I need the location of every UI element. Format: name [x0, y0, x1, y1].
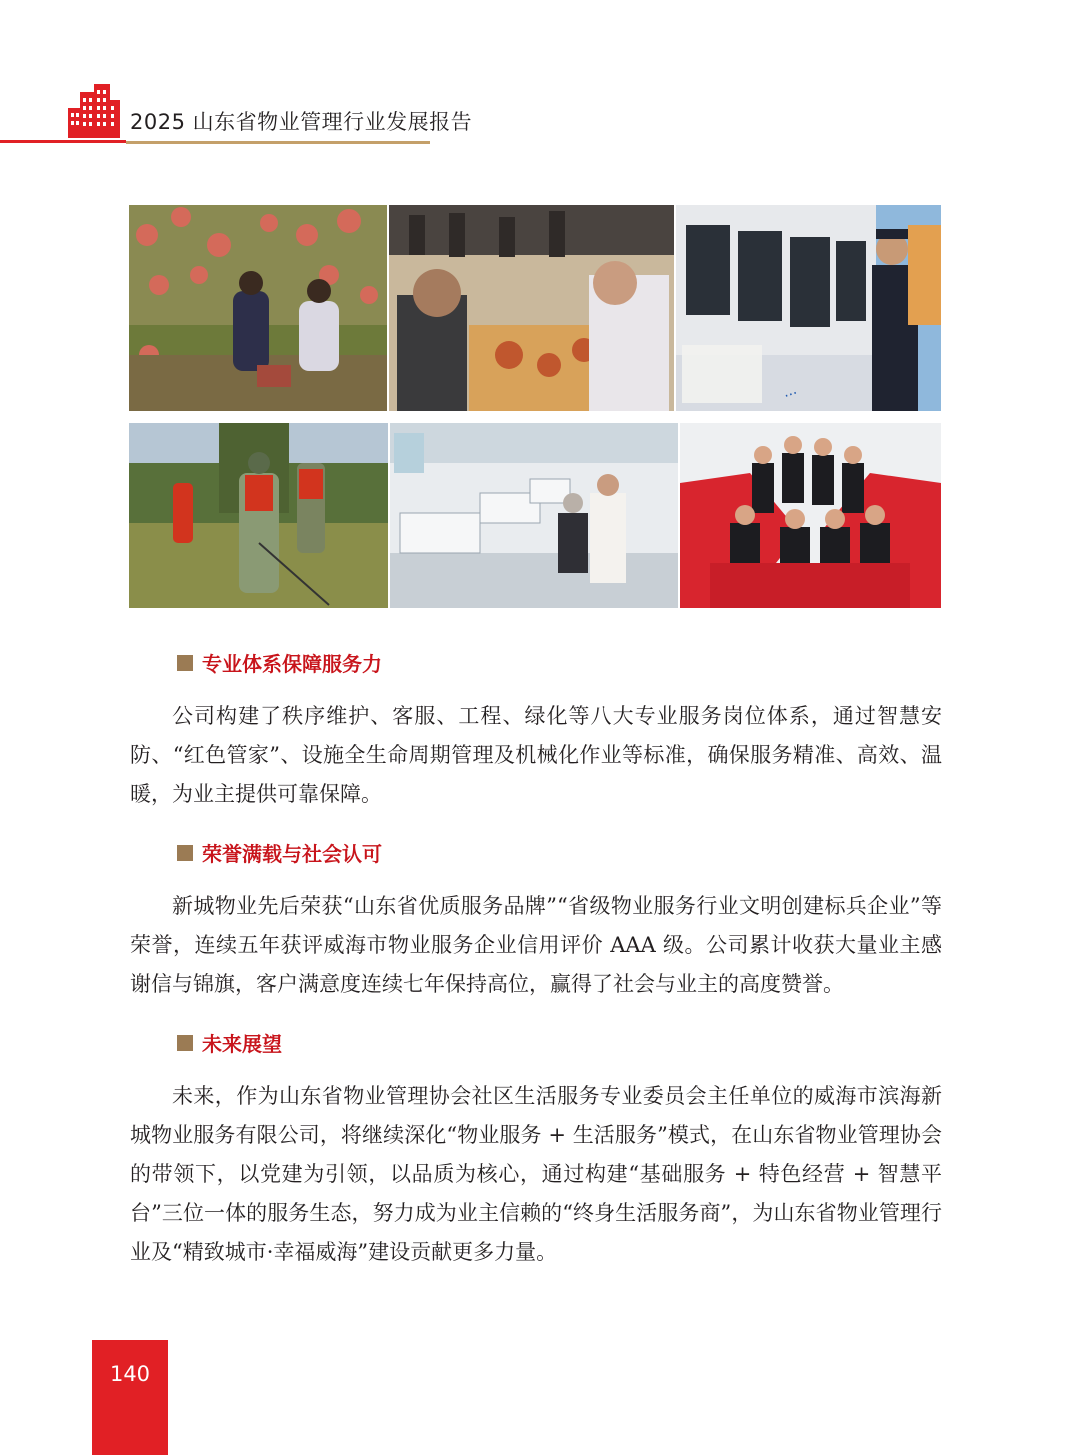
- building-logo-icon: [66, 84, 122, 138]
- square-bullet-icon: [177, 1035, 193, 1051]
- section-heading-text: 荣誉满载与社会认可: [202, 842, 382, 866]
- section-heading-honors: [177, 838, 382, 867]
- section-body-outlook: 未来，作为山东省物业管理协会社区生活服务专业委员会主任单位的威海市滨海新城物业服务有限公司，将继续深化“物业服务 + 生活服务”模式，在山东省物业管理协会的带领下，以党建为引领，以品质为核心，通过构建“基础服务 + 特色经营 + 智慧平台”三位一体的服务生态，努力成为业主信赖的“终身生活服务商”，为山东省物业管理行业及“精致城市·幸福威海”建设贡献更多力量。: [130, 1084, 942, 1264]
- header-gold-rule: [126, 141, 430, 144]
- community-dining-photo: [389, 205, 674, 411]
- section-heading-text: 未来展望: [202, 1032, 282, 1056]
- header-red-rule: [0, 140, 126, 143]
- section-heading-outlook: [177, 1028, 282, 1057]
- square-bullet-icon: [177, 845, 193, 861]
- section-heading-text: 专业体系保障服务力: [202, 652, 382, 676]
- section-body-honors: 新城物业先后荣获“山东省优质服务品牌”“省级物业服务行业文明创建标兵企业”等荣誉，连续五年获评威海市物业服务企业信用评价 AAA 级。公司累计收获大量业主感谢信与锦旗，客户满意度连续七年保持高位，赢得了社会与业主的高度赞誉。: [130, 894, 942, 996]
- report-title: 2025 山东省物业管理行业发展报告: [130, 110, 473, 134]
- page-number: 140: [109, 1362, 151, 1386]
- apple-orchard-photo: [129, 205, 387, 411]
- square-bullet-icon: [177, 655, 193, 671]
- section-body-professional-system: 公司构建了秩序维护、客服、工程、绿化等八大专业服务岗位体系，通过智慧安防、“红色管家”、设施全生命周期管理及机械化作业等标准，确保服务精准、高效、温暖，为业主提供可靠保障。: [130, 704, 942, 806]
- dance-team-photo: [680, 423, 941, 608]
- section-heading-professional-system: [177, 648, 382, 677]
- care-ward-photo: [390, 423, 678, 608]
- svg-text:···: ···: [782, 385, 800, 405]
- shuttle-bus-photo: [676, 205, 941, 411]
- lawn-trimming-photo: [129, 423, 388, 608]
- page-number-tab: [92, 1340, 168, 1455]
